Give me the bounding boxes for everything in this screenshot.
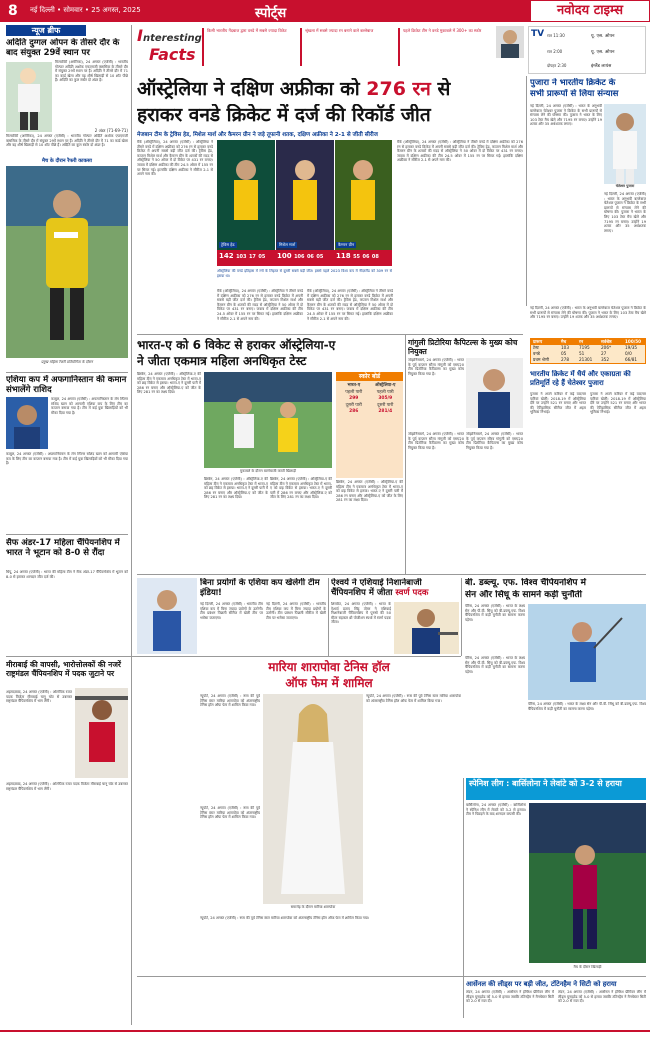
bwf-body-1: पेरिस, 24 अगस्त (एजेंसी) : भारत के लक्ष्य सेन और पी.वी. सिंधू को बी.डब्ल्यू.एफ. विश्व चैंपियनशिप में कड़ी चुनौती का सामना करना पड़ेगा। bbox=[465, 604, 525, 622]
tv-box bbox=[528, 26, 646, 74]
arsenal-headline: आर्सेनल की लीड्स पर बड़ी जीत, टॉटेनहैम ने सिटी को हराया bbox=[466, 980, 617, 988]
sharapova-headline-line2: ऑफ फेम में शामिल bbox=[285, 676, 373, 690]
asia-cup-body-2: नई दिल्ली, 24 अगस्त (एजेंसी) : भारतीय टीम एशिया कप में बिना ज्यादा प्रयोगों के उतरेगी। टीम प्रबंधन पिछली सीरीज में खेली टीम पर भरोसा जताएगा। bbox=[266, 602, 326, 620]
scoreboard: स्कोर बोर्ड भारत-ए पहली पारी 299 दूसरी पारी 286 ऑस्ट्रेलिया-ए पहली पारी 305/9 दूसरी पारी 281/4 bbox=[336, 372, 403, 478]
pujara-photo-caption: चेतेश्वर पुजारा bbox=[615, 184, 635, 188]
mid-body-4: ब्रिस्बेन, 24 अगस्त (एजेंसी) : ऑस्ट्रेलिया-ए की महिला टीम ने एकमात्र अनधिकृत टेस्ट में भारत-ए को छह विकेट से हराया। भारत-ए ने दूसरी पारी में 286 रन बनाए और ऑस्ट्रेलिया-ए को जीत के लिए 281 रन का लक्ष्य दिया। bbox=[336, 480, 403, 503]
arsenal-body-1: लंदन, 24 अगस्त (एजेंसी) : आर्सेनल ने इंग्लिश प्रीमियर लीग में लीड्स यूनाइटेड को 5-0 से हराया जबकि टॉटेनहैम ने मैनचेस्टर सिटी को 2-0 से मात दी। bbox=[466, 990, 554, 1004]
brief1-body-more: मिलवॉकी (अमेरिका), 24 अगस्त (एजेंसी) : भारतीय गोल्फर अदिति अशोक एफएमजी क्लासिक के तीसरे दौर में संयुक्त 29वें स्थान पर हैं। अदिति ने तीसरे दौर में 71 का कार्ड खेला और वह शीर्ष खिलाड़ी से 10 शॉट पीछे हैं। अदिति का कुल स्कोर दो अंडर है। bbox=[6, 134, 128, 148]
aishwary-highlight: स्वर्ण पदक bbox=[395, 588, 429, 598]
pujara-headline-line2: सभी प्रारूपों से लिया संन्यास bbox=[530, 89, 619, 99]
player-1-stats: 142 103 17 05 bbox=[219, 252, 266, 260]
mid-photo-caption: मुकाबले के दौरान बल्लेबाजी करती खिलाड़ी bbox=[239, 469, 297, 473]
rashid-photo bbox=[6, 397, 48, 449]
spain-photo bbox=[529, 803, 646, 963]
player-3-stats: 118 55 06 08 bbox=[336, 252, 379, 260]
ganguly-body-2: जोहानिसबर्ग, 24 अगस्त (एजेंसी) : भारत के पूर्व कप्तान सौरव गांगुली को एसए20 टीम प्रिटोरिया कैपिटल्स का मुख्य कोच नियुक्त किया गया है। bbox=[408, 432, 464, 450]
referee-photo bbox=[6, 166, 128, 358]
brief2-body-more: काबुल, 24 अगस्त (एजेंसी) : अफगानिस्तान के लेग स्पिनर राशिद खान को आगामी एशिया कप के लिए टीम का कप्तान बनाया गया है। टीम में कई युवा खिलाड़ियों को भी मौका दिया गया है। bbox=[6, 452, 128, 466]
mid-body-1: ब्रिस्बेन, 24 अगस्त (एजेंसी) : ऑस्ट्रेलिया-ए की महिला टीम ने एकमात्र अनधिकृत टेस्ट में भारत-ए को छह विकेट से हराया। भारत-ए ने दूसरी पारी में 286 रन बनाए और ऑस्ट्रेलिया-ए को जीत के लिए 281 रन का लक्ष्य दिया। bbox=[137, 372, 201, 395]
columnist-photo bbox=[496, 26, 524, 58]
sharapova-body-1: न्यूपोर्ट, 24 अगस्त (एजेंसी) : रूस की पूर्व टेनिस स्टार मारिया शारापोवा को अंतरराष्ट्रीय टेनिस हॉल ऑफ फेम में शामिल किया गया। bbox=[200, 694, 260, 708]
brief3-body: थिंपू, 24 अगस्त (एजेंसी) : भारत की महिला टीम ने सैफ अंडर-17 चैंपियनशिप में भूटान को 8-0 से हराकर शानदार जीत दर्ज की। bbox=[6, 570, 128, 579]
lead-note: ऑस्ट्रेलिया की वनडे इतिहास में रनों के लिहाज से दूसरी सबसे बड़ी जीत। इससे पहले 2023 विश्व कप में नीदरलैंड को 309 रन से हराया था। bbox=[217, 269, 392, 278]
pujara-sub-body-1: पुजारा ने अपने करियर में कई यादगार पारियां खेलीं। 2018-19 में ऑस्ट्रेलिया दौरे पर उन्होंने 521 रन बनाए और भारत की ऐतिहासिक सीरीज जीत में अहम भूमिका निभाई। bbox=[530, 392, 586, 415]
team-photo bbox=[137, 578, 197, 654]
brand-name: नवोदय टाइम्स bbox=[556, 3, 624, 18]
lead-body-col1: मैके (ऑस्ट्रेलिया), 24 अगस्त (एजेंसी) : ऑस्ट्रेलिया ने तीसरे वनडे में दक्षिण अफ्रीका को 276 रन से हराकर वनडे क्रिकेट में अपनी सबसे बड़ी जीत दर्ज की। ट्रेविस हेड, कप्तान मिशेल मार्श और कैमरन ग्रीन के शतकों की मदद से ऑस्ट्रेलिया ने 50 ओवर में दो विकेट पर 431 रन बनाए। जवाब में दक्षिण अफ्रीका की टीम 24.5 ओवर में 155 रन पर सिमट गई। हालांकि दक्षिण अफ्रीका ने सीरीज 2-1 से अपने नाम की। bbox=[137, 140, 213, 177]
sharapova-body-3: न्यूपोर्ट, 24 अगस्त (एजेंसी) : रूस की पूर्व टेनिस स्टार मारिया शारापोवा को अंतरराष्ट्रीय टेनिस हॉल ऑफ फेम में शामिल किया गया। bbox=[200, 806, 260, 820]
lead-highlight: 276 रन bbox=[366, 78, 431, 100]
player-2-name: मिशेल मार्श bbox=[279, 242, 296, 247]
asia-cup-body-1: नई दिल्ली, 24 अगस्त (एजेंसी) : भारतीय टीम एशिया कप में बिना ज्यादा प्रयोगों के उतरेगी। टीम प्रबंधन पिछली सीरीज में खेली टीम पर भरोसा जताएगा। bbox=[200, 602, 263, 620]
mirabai-photo bbox=[75, 688, 128, 778]
bwf-body-2: पेरिस, 24 अगस्त (एजेंसी) : भारत के लक्ष्य सेन और पी.वी. सिंधू को बी.डब्ल्यू.एफ. विश्व चैंपियनशिप में कड़ी चुनौती का सामना करना पड़ेगा। bbox=[465, 656, 525, 674]
pujara-sub-body-2: पुजारा ने अपने करियर में कई यादगार पारियां खेलीं। 2018-19 में ऑस्ट्रेलिया दौरे पर उन्होंने 521 रन बनाए और भारत की ऐतिहासिक सीरीज जीत में अहम भूमिका निभाई। bbox=[590, 392, 646, 415]
date-line: नई दिल्ली • सोमवार • 25 अगस्त, 2025 bbox=[30, 6, 141, 14]
brief3-title: सैफ अंडर-17 महिला चैंपियनशिप में भारत ने भूटान को 8-0 से रौंदा bbox=[6, 538, 120, 558]
sharapova-body-4: न्यूपोर्ट, 24 अगस्त (एजेंसी) : रूस की पूर्व टेनिस स्टार मारिया शारापोवा को अंतरराष्ट्रीय टेनिस हॉल ऑफ फेम में शामिल किया गया। bbox=[200, 916, 370, 920]
sharapova-body-2: न्यूपोर्ट, 24 अगस्त (एजेंसी) : रूस की पूर्व टेनिस स्टार मारिया शारापोवा को अंतरराष्ट्रीय टेनिस हॉल ऑफ फेम में शामिल किया गया। bbox=[366, 694, 461, 703]
bwf-body-3: पेरिस, 24 अगस्त (एजेंसी) : भारत के लक्ष्य सेन और पी.वी. सिंधू को बी.डब्ल्यू.एफ. विश्व चैंपियनशिप में कड़ी चुनौती का सामना करना पड़ेगा। bbox=[528, 702, 646, 711]
lead-headline-line2: हराकर वनडे क्रिकेट में दर्ज की रिकॉर्ड जीत bbox=[137, 104, 431, 126]
brief2-body: काबुल, 24 अगस्त (एजेंसी) : अफगानिस्तान के लेग स्पिनर राशिद खान को आगामी एशिया कप के लिए टीम का कप्तान बनाया गया है। टीम में कई युवा खिलाड़ियों को भी मौका दिया गया है। bbox=[51, 397, 128, 415]
lead-headline-line1: ऑस्ट्रेलिया ने दक्षिण अफ्रीका को 276 रन से bbox=[137, 78, 451, 100]
tv-item-2: यू. एस. ओपन bbox=[591, 50, 615, 55]
tv-item-1: यू. एस. ओपन bbox=[591, 34, 615, 39]
tv-item-3: इंग्लैंड लायंस bbox=[591, 64, 612, 69]
ganguly-photo bbox=[466, 358, 523, 428]
section-title: स्पोर्ट्स bbox=[255, 6, 287, 21]
player-3-name: कैमरन ग्रीन bbox=[338, 242, 355, 247]
sharapova-caption: समारोह के दौरान मारिया शारापोवा bbox=[290, 905, 336, 909]
ganguly-body-3: जोहानिसबर्ग, 24 अगस्त (एजेंसी) : भारत के पूर्व कप्तान सौरव गांगुली को एसए20 टीम प्रिटोरिया कैपिटल्स का मुख्य कोच नियुक्त किया गया है। bbox=[466, 432, 523, 450]
tv-label: TV bbox=[531, 29, 545, 39]
tv-time-3: दोपहर 2:30 bbox=[547, 63, 567, 68]
brief1-body: मिलवॉकी (अमेरिका), 24 अगस्त (एजेंसी) : भारतीय गोल्फर अदिति अशोक एफएमजी क्लासिक के तीसरे दौर में संयुक्त 29वें स्थान पर हैं। अदिति ने तीसरे दौर में 71 का कार्ड खेला और वह शीर्ष खिलाड़ी से 10 शॉट पीछे हैं। अदिति का कुल स्कोर दो अंडर है। bbox=[55, 60, 128, 83]
lead-body-col4: मैके (ऑस्ट्रेलिया), 24 अगस्त (एजेंसी) : ऑस्ट्रेलिया ने तीसरे वनडे में दक्षिण अफ्रीका को 276 रन से हराकर वनडे क्रिकेट में अपनी सबसे बड़ी जीत दर्ज की। ट्रेविस हेड, कप्तान मिशेल मार्श और कैमरन ग्रीन के शतकों की मदद से ऑस्ट्रेलिया ने 50 ओवर में दो विकेट पर 431 रन बनाए। जवाब में दक्षिण अफ्रीका की टीम 24.5 ओवर में 155 रन पर सिमट गई। हालांकि दक्षिण अफ्रीका ने सीरीज 2-1 से अपने नाम की। bbox=[397, 140, 523, 163]
facts-i: I bbox=[137, 26, 143, 45]
referee-caption: मैच के दौरान रैफरी काकसा bbox=[42, 158, 92, 164]
mid-headline-line2: ने जीता एकमात्र महिला अनधिकृत टेस्ट bbox=[137, 354, 307, 368]
fact-3: पहले क्रिकेट टीम ने वनडे मुकाबले में 300+ का स्कोर bbox=[398, 28, 493, 66]
fact-1: किसी भारतीय गेंदबाज द्वारा वनडे में सबसे ज्यादा विकेट bbox=[202, 28, 297, 66]
bwf-headline-line2: सेन और सिंधू के सामने कड़ी चुनौती bbox=[465, 590, 582, 600]
lead-body-col3: मैके (ऑस्ट्रेलिया), 24 अगस्त (एजेंसी) : ऑस्ट्रेलिया ने तीसरे वनडे में दक्षिण अफ्रीका को 276 रन से हराकर वनडे क्रिकेट में अपनी सबसे बड़ी जीत दर्ज की। ट्रेविस हेड, कप्तान मिशेल मार्श और कैमरन ग्रीन के शतकों की मदद से ऑस्ट्रेलिया ने 50 ओवर में दो विकेट पर 431 रन बनाए। जवाब में दक्षिण अफ्रीका की टीम 24.5 ओवर में 155 रन पर सिमट गई। हालांकि दक्षिण अफ्रीका ने सीरीज 2-1 से अपने नाम की। bbox=[307, 289, 393, 321]
spain-headline-band bbox=[466, 778, 646, 800]
arsenal-photo-caption: मैच के दौरान खिलाड़ी bbox=[573, 965, 602, 969]
footer-rule bbox=[0, 1030, 650, 1032]
brief4-title: मीराबाई की वापसी, भारोत्तोलकों की नजरें राष्ट्रमंडल चैंपियनशिप में पदक जुटाने पर bbox=[6, 660, 121, 678]
scoreboard-title: स्कोर बोर्ड bbox=[336, 372, 403, 381]
brief4-body: अहमदाबाद, 24 अगस्त (एजेंसी) : ओलंपिक रजत पदक विजेता मीराबाई चानू चोट से उबरकर राष्ट्रमंडल चैंपियनशिप में भाग लेंगी। bbox=[6, 690, 72, 704]
lead-strap: मेजबान टीम के ट्रेविस हेड, मिशेल मार्श और कैमरन ग्रीन ने जड़े तूफानी शतक, दक्षिण अफ्रीका ने 2-1 से जीती सीरीज bbox=[137, 132, 378, 138]
pujara-stats-table: प्रारूप मैच रन सर्वश्रेष्ठ 100/50 टेस्ट 103 7195 206* 19/35 वनडे 05 51 27 0/0 प्रथम श्रेणी 278 21301 352 66/81 bbox=[530, 338, 646, 364]
pujara-body-2: नई दिल्ली, 24 अगस्त (एजेंसी) : भारत के अनुभवी बल्लेबाज चेतेश्वर पुजारा ने क्रिकेट के सभी प्रारूपों से संन्यास लेने की घोषणा की। पुजारा ने भारत के लिए 103 टेस्ट मैच खेले और 7195 रन बनाए। उन्होंने 19 शतक और 35 अर्धशतक लगाए। bbox=[604, 192, 646, 233]
referee-subcaption: प्रमुख महिला रैफरी प्रतियोगिता के दौरान bbox=[41, 360, 93, 364]
mid-body-2: ब्रिस्बेन, 24 अगस्त (एजेंसी) : ऑस्ट्रेलिया-ए की महिला टीम ने एकमात्र अनधिकृत टेस्ट में भारत-ए को छह विकेट से हराया। भारत-ए ने दूसरी पारी में 286 रन बनाए और ऑस्ट्रेलिया-ए को जीत के लिए 281 रन का लक्ष्य दिया। bbox=[204, 477, 268, 500]
ganguly-body-1: जोहानिसबर्ग, 24 अगस्त (एजेंसी) : भारत के पूर्व कप्तान सौरव गांगुली को एसए20 टीम प्रिटोरिया कैपिटल्स का मुख्य कोच नियुक्त किया गया है। bbox=[408, 358, 464, 376]
lead-body-col2: मैके (ऑस्ट्रेलिया), 24 अगस्त (एजेंसी) : ऑस्ट्रेलिया ने तीसरे वनडे में दक्षिण अफ्रीका को 276 रन से हराकर वनडे क्रिकेट में अपनी सबसे बड़ी जीत दर्ज की। ट्रेविस हेड, कप्तान मिशेल मार्श और कैमरन ग्रीन के शतकों की मदद से ऑस्ट्रेलिया ने 50 ओवर में दो विकेट पर 431 रन बनाए। जवाब में दक्षिण अफ्रीका की टीम 24.5 ओवर में 155 रन पर सिमट गई। हालांकि दक्षिण अफ्रीका ने सीरीज 2-1 से अपने नाम की। bbox=[217, 289, 303, 321]
tv-time-1: रात 11:30 bbox=[547, 33, 565, 38]
brief1-title: अदिति दुग्गल ओपन के तीसरे दौर के बाद संयुक्त 29वें स्थान पर bbox=[6, 38, 120, 58]
aishwary-photo bbox=[394, 602, 459, 654]
aishwary-body-1: शिमकेंट, 24 अगस्त (एजेंसी) : भारत के ऐश्वर्य प्रताप सिंह तोमर ने एशियाई निशानेबाजी चैंपियनशिप में पुरुषों की 50 मीटर राइफल थ्री पोजीशन स्पर्धा में स्वर्ण पदक जीता। bbox=[331, 602, 391, 625]
pujara-photo bbox=[604, 104, 646, 184]
bwf-headline-line1: बी. डब्ल्यू. एफ. विश्व चैंपियनशिप में bbox=[465, 578, 587, 588]
brief4-body-more: अहमदाबाद, 24 अगस्त (एजेंसी) : ओलंपिक रजत पदक विजेता मीराबाई चानू चोट से उबरकर राष्ट्रमंडल चैंपियनशिप में भाग लेंगी। bbox=[6, 782, 128, 791]
player-1-name: ट्रेविस हेड bbox=[221, 242, 235, 247]
asia-cup-headline: बिना प्रयोगों के एशिया कप खेलेगी टीम इंडिया! bbox=[200, 578, 320, 598]
table-row: वनडे 05 51 27 0/0 bbox=[533, 351, 632, 356]
mid-headline-line1: भारत-ए को 6 विकेट से हराकर ऑस्ट्रेलिया-ए bbox=[137, 338, 336, 352]
lead-photos bbox=[217, 140, 392, 250]
sharapova-photo bbox=[263, 694, 363, 904]
golfer-photo bbox=[6, 62, 52, 132]
ganguly-headline: गांगुली प्रिटोरिया कैपिटल्स के मुख्य कोच नियुक्त bbox=[408, 338, 518, 356]
facts-logo: Interesting Facts bbox=[137, 26, 202, 64]
aishwary-headline: ऐश्वर्य ने एशियाई निशानेबाजी चैंपियनशिप में जीता स्वर्ण पदक bbox=[331, 578, 429, 598]
news-brief-tag: न्यूज ब्रीफ bbox=[6, 25, 86, 36]
spain-headline: स्पेनिश लीग : बार्सिलोना ने लेवांटे को 3-2 से हराया bbox=[469, 779, 622, 788]
player-2-stats: 100 106 06 05 bbox=[277, 252, 324, 260]
bwf-photo bbox=[528, 604, 646, 700]
mid-body-3: ब्रिस्बेन, 24 अगस्त (एजेंसी) : ऑस्ट्रेलिया-ए की महिला टीम ने एकमात्र अनधिकृत टेस्ट में भारत-ए को छह विकेट से हराया। भारत-ए ने दूसरी पारी में 286 रन बनाए और ऑस्ट्रेलिया-ए को जीत के लिए 281 रन का लक्ष्य दिया। bbox=[270, 477, 332, 500]
table-row: टेस्ट 103 7195 206* 19/35 bbox=[533, 345, 638, 350]
brief2-title: एशिया कप में अफगानिस्तान की कमान संभालेंगे राशिद bbox=[6, 375, 127, 395]
page-number: 8 bbox=[8, 3, 18, 19]
pujara-headline-line1: पुजारा ने भारतीय क्रिकेट के bbox=[530, 78, 616, 88]
brand-logo bbox=[530, 0, 650, 22]
brief1-score: 2 अंडर (71-69-71) bbox=[94, 128, 128, 133]
fact-2: श्रृंखला में सबसे ज्यादा रन बनाने वाले बल्लेबाज bbox=[300, 28, 395, 66]
pujara-body-3: नई दिल्ली, 24 अगस्त (एजेंसी) : भारत के अनुभवी बल्लेबाज चेतेश्वर पुजारा ने क्रिकेट के सभी प्रारूपों से संन्यास लेने की घोषणा की। पुजारा ने भारत के लिए 103 टेस्ट मैच खेले और 7195 रन बनाए। उन्होंने 19 शतक और 35 अर्धशतक लगाए। bbox=[530, 306, 646, 320]
tv-time-2: रात 2:00 bbox=[547, 49, 563, 54]
spain-body-1: बार्सिलोना, 24 अगस्त (एजेंसी) : बार्सिलोना ने स्पेनिश लीग में लेवांटे को 3-2 से हराया। टीम ने पिछड़ने के बाद शानदार वापसी की। bbox=[466, 803, 526, 817]
mid-photo bbox=[204, 372, 332, 468]
pujara-body: नई दिल्ली, 24 अगस्त (एजेंसी) : भारत के अनुभवी बल्लेबाज चेतेश्वर पुजारा ने क्रिकेट के सभी प्रारूपों से संन्यास लेने की घोषणा की। पुजारा ने भारत के लिए 103 टेस्ट मैच खेले और 7195 रन बनाए। उन्होंने 19 शतक और 35 अर्धशतक लगाए। bbox=[530, 104, 602, 127]
pujara-sub-title: भारतीय क्रिकेट में धैर्य और एकाग्रता की प्रतिमूर्ति रहे हैं चेतेश्वर पुजारा bbox=[530, 370, 631, 387]
table-row: प्रथम श्रेणी 278 21301 352 66/81 bbox=[533, 357, 638, 362]
arsenal-body-2: लंदन, 24 अगस्त (एजेंसी) : आर्सेनल ने इंग्लिश प्रीमियर लीग में लीड्स यूनाइटेड को 5-0 से हराया जबकि टॉटेनहैम ने मैनचेस्टर सिटी को 2-0 से मात दी। bbox=[558, 990, 646, 1004]
sharapova-headline-line1: मारिया शारापोवा टेनिस हॉल bbox=[268, 660, 390, 674]
